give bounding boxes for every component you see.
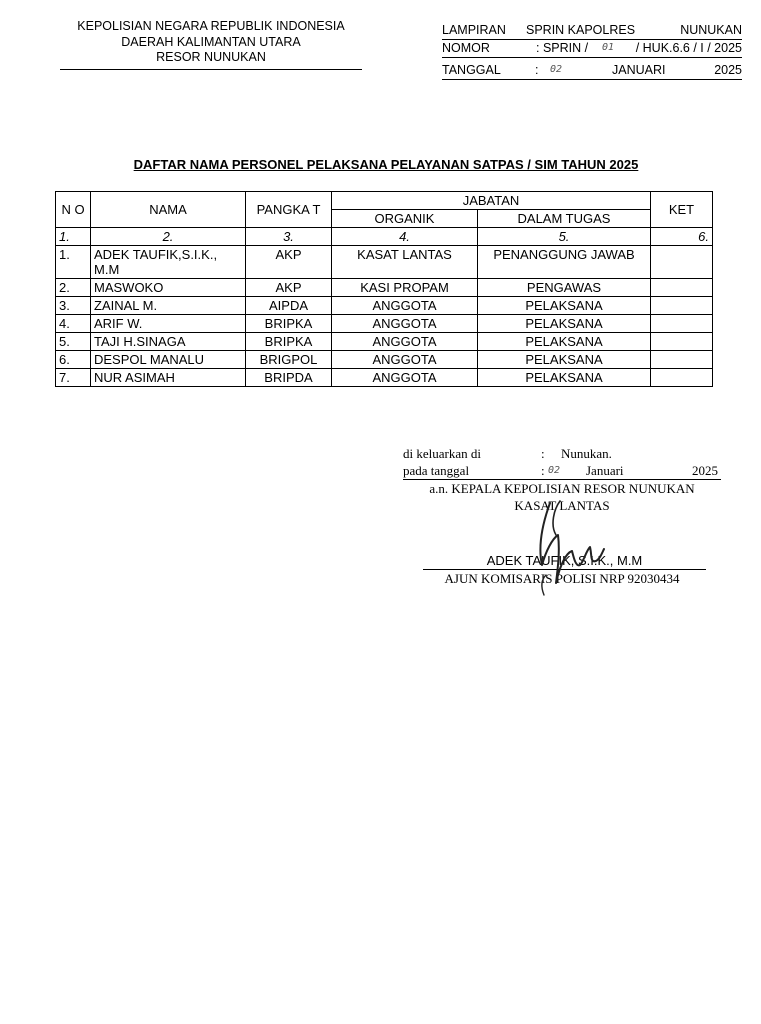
letterhead-line-2: DAERAH KALIMANTAN UTARA (121, 34, 301, 49)
reference-tanggal (442, 62, 742, 80)
cell-pangkat: BRIPKA (246, 315, 332, 333)
letterhead-line-1: KEPOLISIAN NEGARA REPUBLIK INDONESIA (77, 19, 345, 33)
cell-ket (651, 369, 713, 387)
index-cell: 3. (246, 228, 332, 246)
table-row (56, 351, 713, 369)
header-organik: ORGANIK (332, 210, 478, 228)
personnel-table (55, 191, 713, 387)
signer-rank-nrp: AJUN KOMISARIS POLISI NRP 92030434 (444, 571, 680, 586)
cell-no: 7. (56, 369, 91, 387)
header-jabatan: JABATAN (332, 192, 651, 210)
cell-organik: KASAT LANTAS (332, 246, 478, 279)
cell-ket (651, 333, 713, 351)
cell-ket (651, 246, 713, 279)
date-year: 2025 (692, 463, 718, 478)
handwritten-signature (520, 495, 610, 605)
cell-pangkat: BRIPKA (246, 333, 332, 351)
index-cell: 2. (91, 228, 246, 246)
position-line: KASAT LANTAS (514, 498, 610, 513)
header-ket: KET (651, 192, 713, 228)
nomor-number: 01 (602, 42, 615, 53)
cell-organik: ANGGOTA (332, 369, 478, 387)
lampiran-place: NUNUKAN (680, 23, 742, 37)
cell-nama: TAJI H.SINAGA (91, 333, 246, 351)
letterhead (60, 19, 362, 66)
table-row (56, 333, 713, 351)
cell-nama: DESPOL MANALU (91, 351, 246, 369)
table-row (56, 315, 713, 333)
cell-dalam-tugas: PELAKSANA (478, 315, 651, 333)
table-row (56, 369, 713, 387)
cell-nama: NUR ASIMAH (91, 369, 246, 387)
letterhead-line-3: RESOR NUNUKAN (156, 50, 266, 64)
cell-no: 4. (56, 315, 91, 333)
table-header-row (56, 192, 713, 210)
issued-date-row (403, 462, 721, 480)
cell-no: 3. (56, 297, 91, 315)
cell-dalam-tugas: PENANGGUNG JAWAB (478, 246, 651, 279)
index-cell: 5. (478, 228, 651, 246)
cell-ket (651, 297, 713, 315)
cell-pangkat: AIPDA (246, 297, 332, 315)
table-row (56, 246, 713, 279)
cell-organik: ANGGOTA (332, 351, 478, 369)
tanggal-month: JANUARI (612, 63, 666, 77)
header-no: N O (56, 192, 91, 228)
table-index-row (56, 228, 713, 246)
cell-dalam-tugas: PELAKSANA (478, 333, 651, 351)
document-title: DAFTAR NAMA PERSONEL PELAKSANA PELAYANAN SATPAS / SIM TAHUN 2025 (133, 157, 639, 172)
issued-place: Nunukan. (561, 446, 612, 461)
index-cell: 1. (56, 228, 91, 246)
tanggal-year: 2025 (714, 63, 742, 77)
reference-nomor (442, 40, 742, 58)
lampiran-value: SPRIN KAPOLRES (526, 23, 636, 37)
cell-dalam-tugas: PELAKSANA (478, 297, 651, 315)
cell-pangkat: BRIPDA (246, 369, 332, 387)
letterhead-rule (60, 69, 362, 70)
signer-name: ADEK TAUFIK, S.I.K., M.M (423, 552, 706, 570)
cell-ket (651, 351, 713, 369)
nomor-suffix: / HUK.6.6 / I / 2025 (635, 41, 742, 55)
on-behalf-line: a.n. KEPALA KEPOLISIAN RESOR NUNUKAN (429, 481, 695, 496)
cell-dalam-tugas: PELAKSANA (478, 369, 651, 387)
issued-place-row (403, 445, 721, 462)
header-dalam-tugas: DALAM TUGAS (478, 210, 651, 228)
date-label: pada tanggal (403, 463, 470, 478)
cell-pangkat: AKP (246, 279, 332, 297)
header-pangkat: PANGKA T (246, 192, 332, 228)
cell-organik: ANGGOTA (332, 333, 478, 351)
cell-organik: ANGGOTA (332, 297, 478, 315)
cell-nama: ADEK TAUFIK,S.I.K., M.M (91, 246, 246, 279)
lampiran-label: LAMPIRAN (442, 23, 506, 37)
cell-nama: ARIF W. (91, 315, 246, 333)
cell-nama: MASWOKO (91, 279, 246, 297)
tanggal-day: 02 (550, 64, 563, 75)
cell-pangkat: AKP (246, 246, 332, 279)
cell-no: 1. (56, 246, 91, 279)
issued-label: di keluarkan di (403, 446, 481, 461)
cell-no: 5. (56, 333, 91, 351)
cell-nama: ZAINAL M. (91, 297, 246, 315)
cell-pangkat: BRIGPOL (246, 351, 332, 369)
index-cell: 4. (332, 228, 478, 246)
reference-block (442, 22, 742, 80)
date-colon: : (541, 463, 545, 478)
cell-dalam-tugas: PENGAWAS (478, 279, 651, 297)
table-row (56, 297, 713, 315)
date-day: 02 (548, 465, 561, 476)
issued-colon: : (541, 446, 545, 461)
cell-no: 6. (56, 351, 91, 369)
cell-ket (651, 279, 713, 297)
reference-lampiran (442, 22, 742, 40)
cell-organik: KASI PROPAM (332, 279, 478, 297)
date-month: Januari (586, 463, 624, 478)
nomor-prefix: : SPRIN / (536, 41, 589, 55)
cell-dalam-tugas: PELAKSANA (478, 351, 651, 369)
cell-organik: ANGGOTA (332, 315, 478, 333)
header-nama: NAMA (91, 192, 246, 228)
index-cell: 6. (651, 228, 713, 246)
cell-ket (651, 315, 713, 333)
tanggal-label: TANGGAL (442, 63, 501, 77)
cell-no: 2. (56, 279, 91, 297)
tanggal-colon: : (535, 63, 539, 77)
table-row (56, 279, 713, 297)
nomor-label: NOMOR (442, 41, 490, 55)
